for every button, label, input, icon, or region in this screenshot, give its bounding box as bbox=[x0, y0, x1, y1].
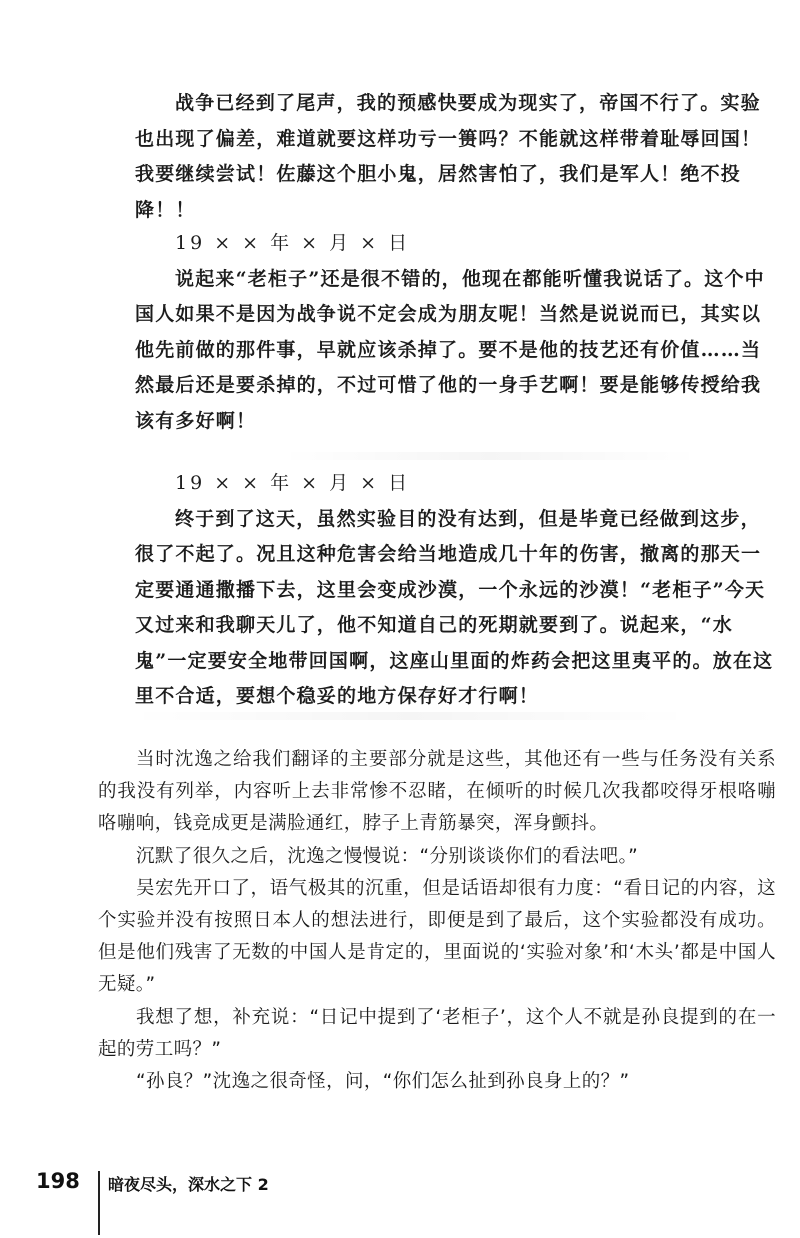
diary-entry-text: 战争已经到了尾声，我的预感快要成为现实了，帝国不行了。实验也出现了偏差，难道就要这样功亏一篑吗？不能就这样带着耻辱回国！我要继续尝试！佐藤这个胆小鬼，居然害怕了，我们是军人！绝不投降！！ bbox=[135, 92, 762, 221]
diary-entry bbox=[135, 86, 775, 228]
narrative-paragraph: 吴宏先开口了，语气极其的沉重，但是话语却很有力度：“看日记的内容，这个实验并没有按照日本人的想法进行，即便是到了最后，这个实验都没有成功。但是他们残害了无数的中国人是肯定的，里面说的‘实验对象’和‘木头’都是中国人无疑。” bbox=[98, 877, 776, 996]
narrative-paragraph: 我想了想，补充说：“日记中提到了‘老柜子’，这个人不就是孙良提到的在一起的劳工吗？” bbox=[98, 1006, 776, 1060]
narrative-body bbox=[98, 744, 776, 1098]
running-title: 暗夜尽头，深水之下 2 bbox=[108, 1175, 269, 1194]
diary-entry-text: 说起来“老柜子”还是很不错的，他现在都能听懂我说话了。这个中国人如果不是因为战争说不定会成为朋友呢！当然是说说而已，其实以他先前做的那件事，早就应该杀掉了。要不是他的技艺还有价值……当然最后还是要杀掉的，不过可惜了他的一身手艺啊！要是能够传授给我该有多好啊！ bbox=[135, 267, 765, 432]
diary-entry-text: 终于到了这天，虽然实验目的没有达到，但是毕竟已经做到这步，很了不起了。况且这种危害会给当地造成几十年的伤害，撤离的那天一定要通通撒播下去，这里会变成沙漠，一个永远的沙漠！“老柜子”今天又过来和我聊天儿了，他不知道自己的死期就要到了。说起来，“水鬼”一定要安全地带回国啊，这座山里面的炸药会把这里夷平的。放在这里不合适，要想个稳妥的地方保存好才行啊！ bbox=[135, 507, 774, 707]
diary-entry bbox=[135, 466, 775, 715]
scan-artifact bbox=[280, 452, 700, 460]
diary-entry-date: 19 × × 年 × 月 × 日 bbox=[175, 472, 411, 494]
diary-entry bbox=[135, 226, 775, 439]
narrative-paragraph: “孙良？”沈逸之很奇怪，问，“你们怎么扯到孙良身上的？” bbox=[136, 1071, 630, 1093]
diary-entry-date: 19 × × 年 × 月 × 日 bbox=[175, 232, 411, 254]
narrative-paragraph: 当时沈逸之给我们翻译的主要部分就是这些，其他还有一些与任务没有关系的我没有列举，内容听上去非常惨不忍睹，在倾听的时候几次我都咬得牙根咯嘣咯嘣响，钱竞成更是满脸通红，脖子上青筋暴突，浑身颤抖。 bbox=[98, 749, 776, 835]
footer-divider bbox=[98, 1171, 100, 1235]
narrative-paragraph: 沉默了很久之后，沈逸之慢慢说：“分别谈谈你们的看法吧。” bbox=[136, 845, 639, 867]
page-number: 198 bbox=[36, 1169, 80, 1193]
